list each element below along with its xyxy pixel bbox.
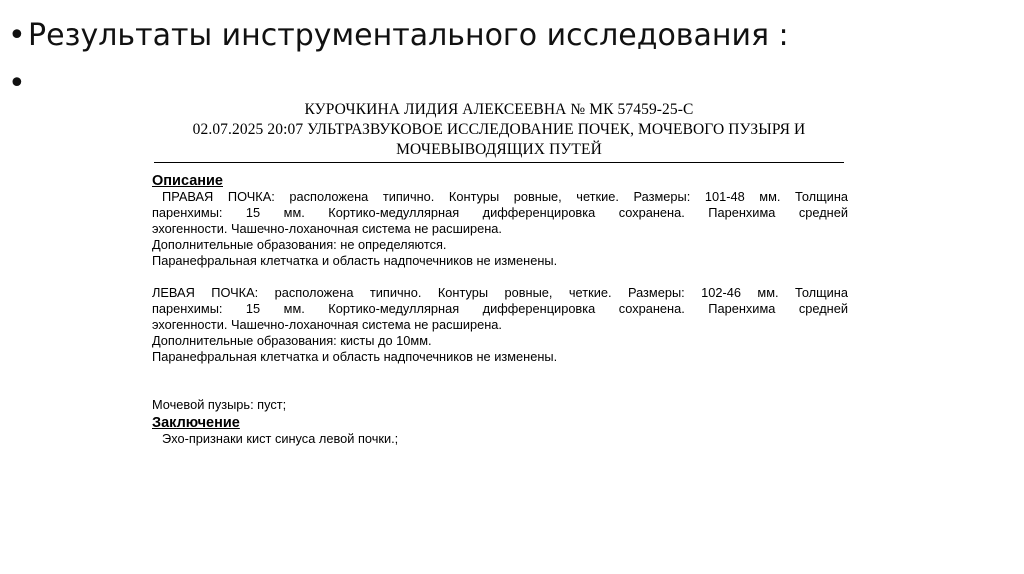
slide-heading: Результаты инструментального исследования :	[28, 18, 789, 53]
right-kidney-line-5: Паранефральная клетчатка и область надпочечников не изменены.	[152, 253, 558, 268]
right-kidney-line-2: паренхимы: 15 мм. Кортико-медуллярная дифференцировка сохранена. Паренхима средней	[152, 205, 848, 220]
left-kidney-line-3: эхогенности. Чашечно-лоханочная система не расширена.	[152, 317, 502, 332]
left-kidney-line-2: паренхимы: 15 мм. Кортико-медуллярная дифференцировка сохранена. Паренхима средней	[152, 301, 848, 316]
bullet-symbol: •	[8, 18, 26, 53]
patient-line: КУРОЧКИНА ЛИДИЯ АЛЕКСЕЕВНА № МК 57459-25-С	[304, 101, 694, 118]
left-kidney-line-1: ЛЕВАЯ ПОЧКА: расположена типично. Контуры ровные, четкие. Размеры: 102-46 мм. Толщина	[152, 285, 848, 300]
right-kidney-line-3: эхогенности. Чашечно-лоханочная система не расширена.	[152, 221, 502, 236]
description-title: Описание	[152, 173, 223, 189]
exam-line: 02.07.2025 20:07 УЛЬТРАЗВУКОВОЕ ИССЛЕДОВАНИЕ ПОЧЕК, МОЧЕВОГО ПУЗЫРЯ И	[192, 121, 806, 138]
header-divider	[154, 162, 844, 163]
right-kidney-line-4: Дополнительные образования: не определяются.	[152, 237, 447, 252]
spacer	[150, 269, 848, 285]
conclusion-title: Заключение	[152, 415, 240, 431]
left-kidney-line-5: Паранефральная клетчатка и область надпочечников не изменены.	[152, 349, 558, 364]
exam-line-cont: МОЧЕВЫВОДЯЩИХ ПУТЕЙ	[396, 141, 602, 158]
report-header	[150, 100, 848, 160]
conclusion-text: Эхо-признаки кист синуса левой почки.;	[162, 431, 399, 446]
bullet-symbol: •	[8, 66, 26, 101]
spacer	[150, 365, 848, 397]
slide-bullet-2	[8, 66, 28, 102]
left-kidney-line-4: Дополнительные образования: кисты до 10мм.	[152, 333, 432, 348]
right-kidney-line-1: ПРАВАЯ ПОЧКА: расположена типично. Контуры ровные, четкие. Размеры: 101-48 мм. Толщина	[162, 189, 848, 204]
ultrasound-report	[150, 100, 848, 447]
bladder-line: Мочевой пузырь: пуст;	[152, 397, 287, 412]
slide-bullet-1	[8, 18, 789, 54]
